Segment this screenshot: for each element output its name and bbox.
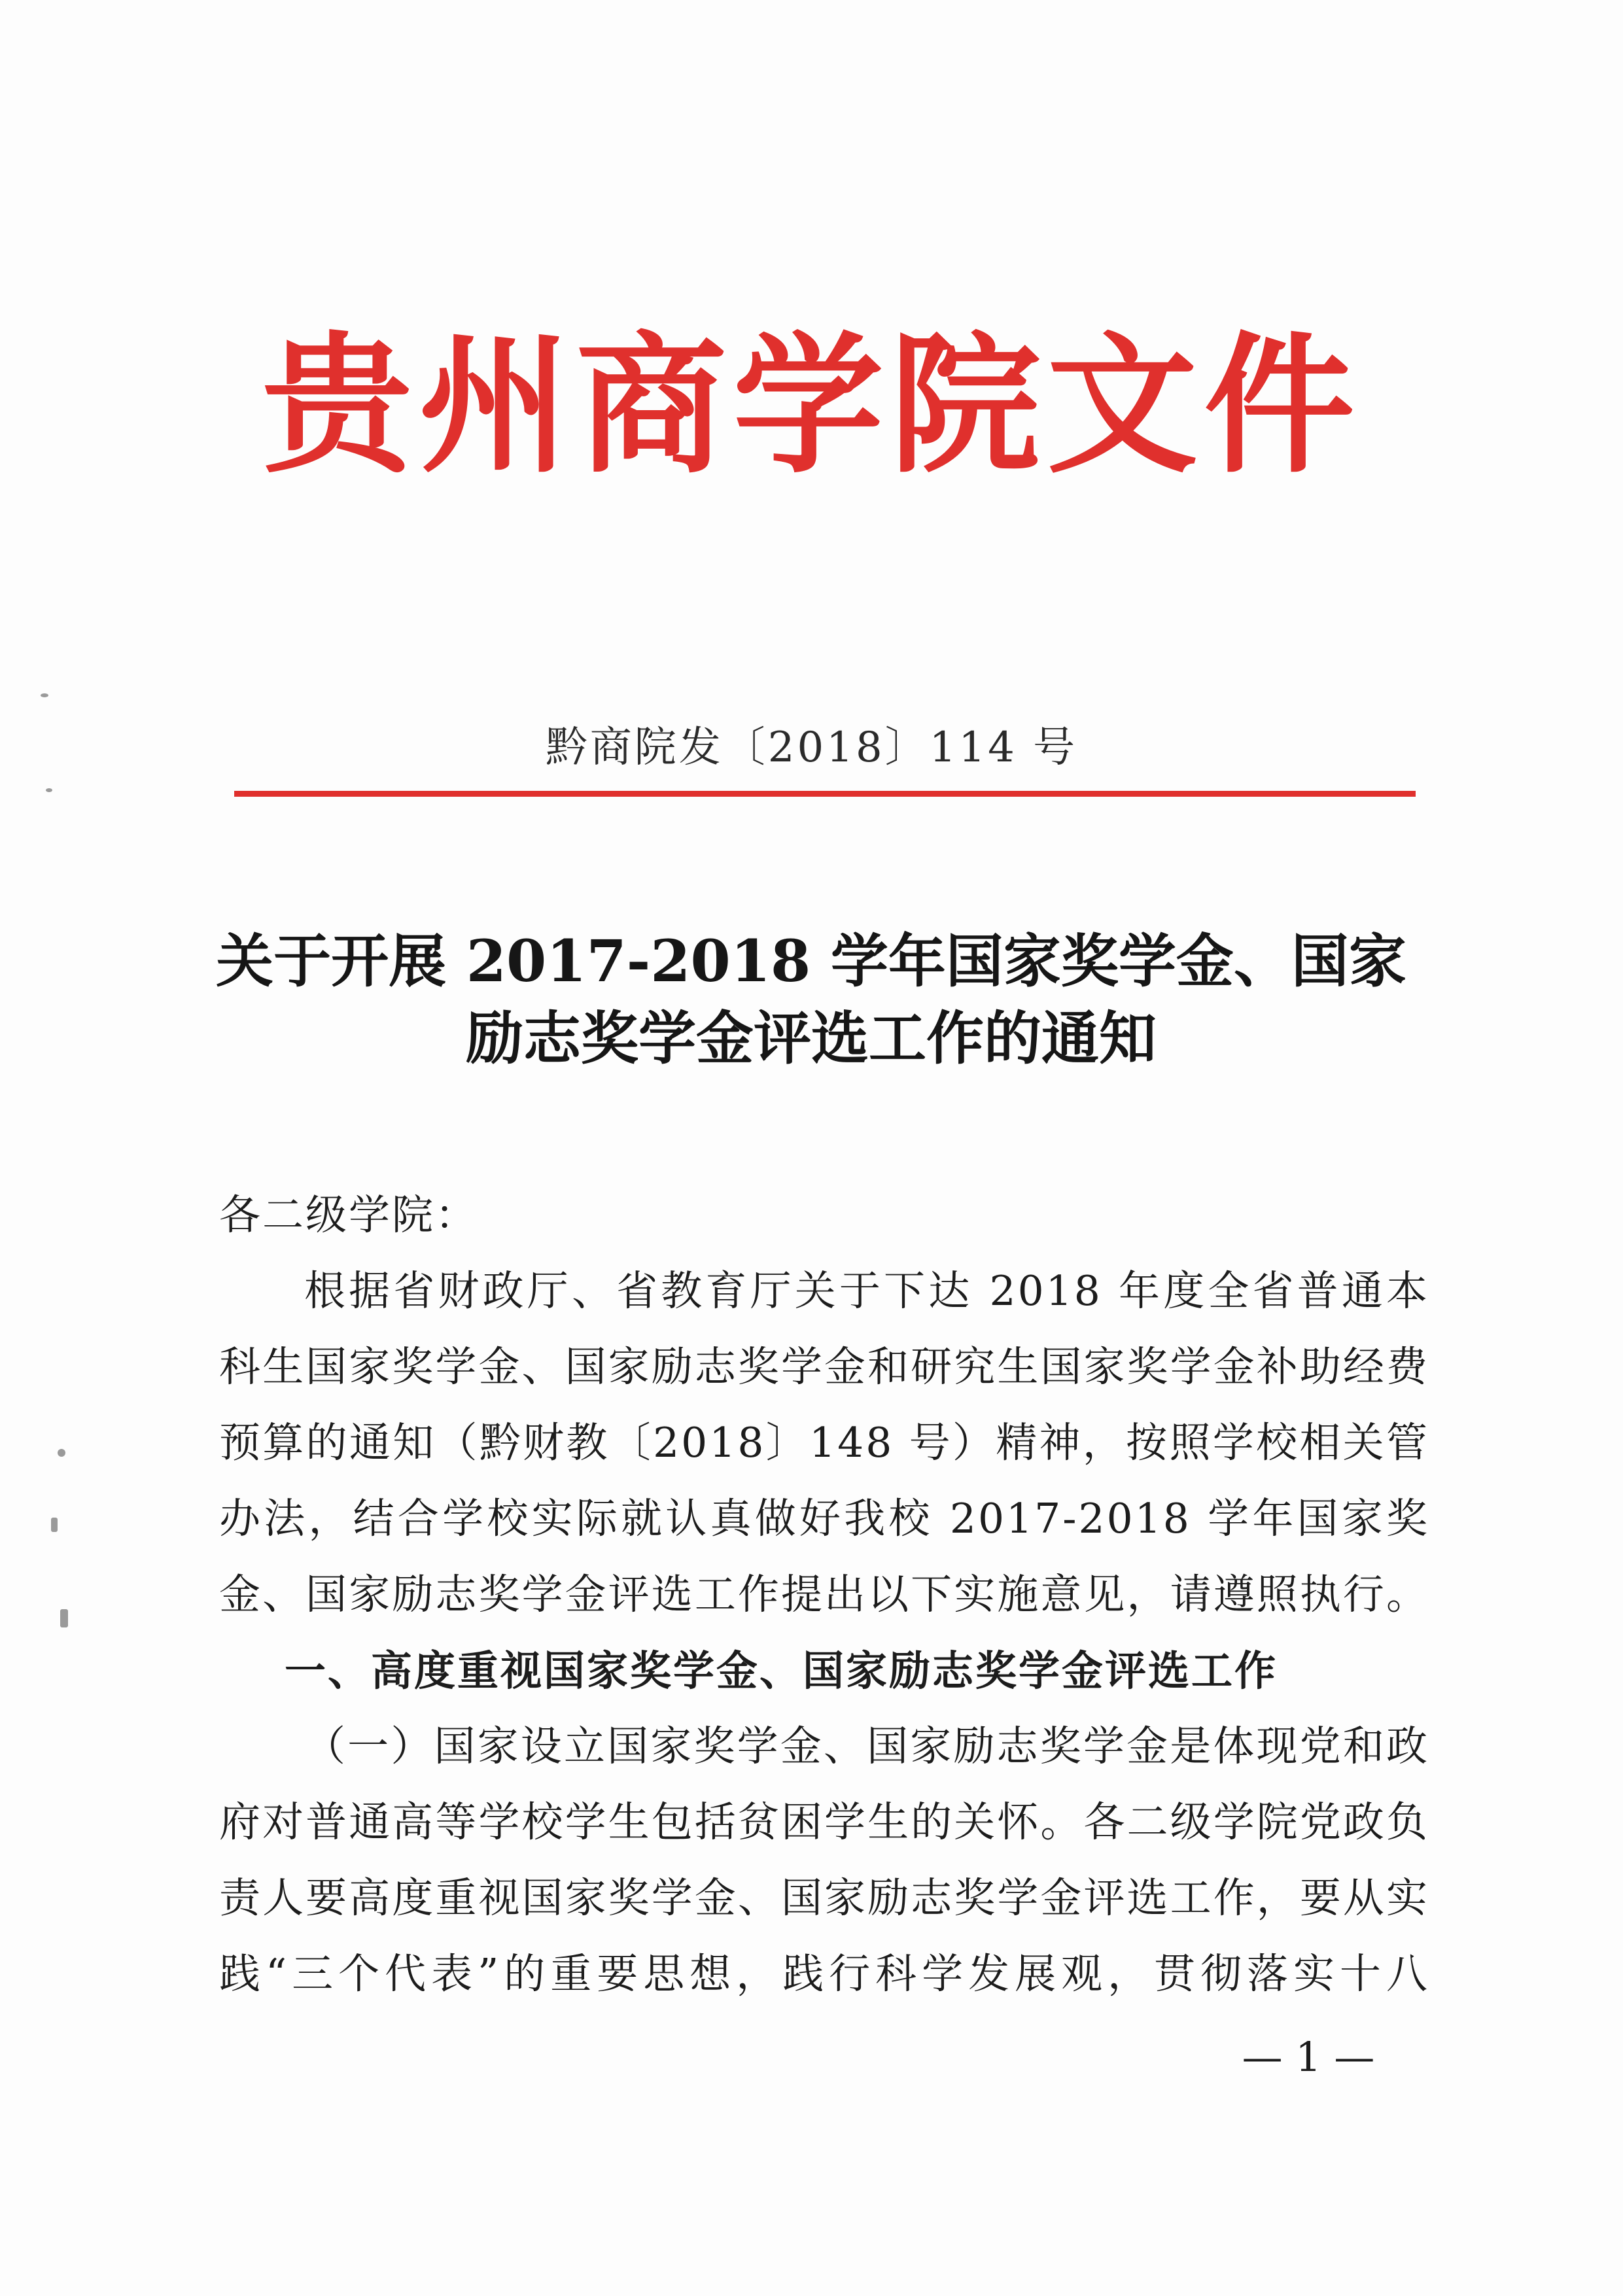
body-line-3: 预算的通知（黔财教〔2018〕148 号）精神，按照学校相关管 [219,1419,1429,1467]
body-line-10: 践“三个代表”的重要思想，践行科学发展观，贯彻落实十八 [219,1950,1429,1998]
body-line-2: 科生国家奖学金、国家励志奖学金和研究生国家奖学金补助经费 [219,1343,1429,1391]
notice-title [196,922,1426,1077]
body-line-8: 府对普通高等学校学生包括贫困学生的关怀。各二级学院党政负 [219,1798,1429,1846]
scan-speck [60,1609,68,1627]
masthead-title: 贵州商学院文件 [262,317,1361,494]
scan-speck [41,693,48,697]
notice-title-line-1: 关于开展 2017-2018 学年国家奖学金、国家 [216,927,1406,995]
scan-speck [46,788,52,792]
scan-speck [51,1518,58,1532]
salutation: 各二级学院： [219,1191,478,1239]
notice-body [219,1177,1429,2012]
document-number: 黔商院发〔2018〕114 号 [545,723,1078,772]
body-line-9: 责人要高度重视国家奖学金、国家励志奖学金评选工作，要从实 [219,1874,1429,1922]
body-line-5: 金、国家励志奖学金评选工作提出以下实施意见，请遵照执行。 [219,1571,1429,1618]
notice-title-line-2: 励志奖学金评选工作的通知 [465,1004,1157,1072]
red-divider-rule [234,791,1416,797]
body-line-1: 根据省财政厅、省教育厅关于下达 2018 年度全省普通本 [304,1267,1429,1315]
body-line-7: （一）国家设立国家奖学金、国家励志奖学金是体现党和政 [304,1722,1429,1770]
scan-speck [58,1449,65,1457]
page-number: — 1 — [1242,2033,1375,2081]
body-line-4: 办法，结合学校实际就认真做好我校 2017-2018 学年国家奖 [219,1495,1429,1542]
section-heading-1: 一、高度重视国家奖学金、国家励志奖学金评选工作 [285,1646,1278,1695]
